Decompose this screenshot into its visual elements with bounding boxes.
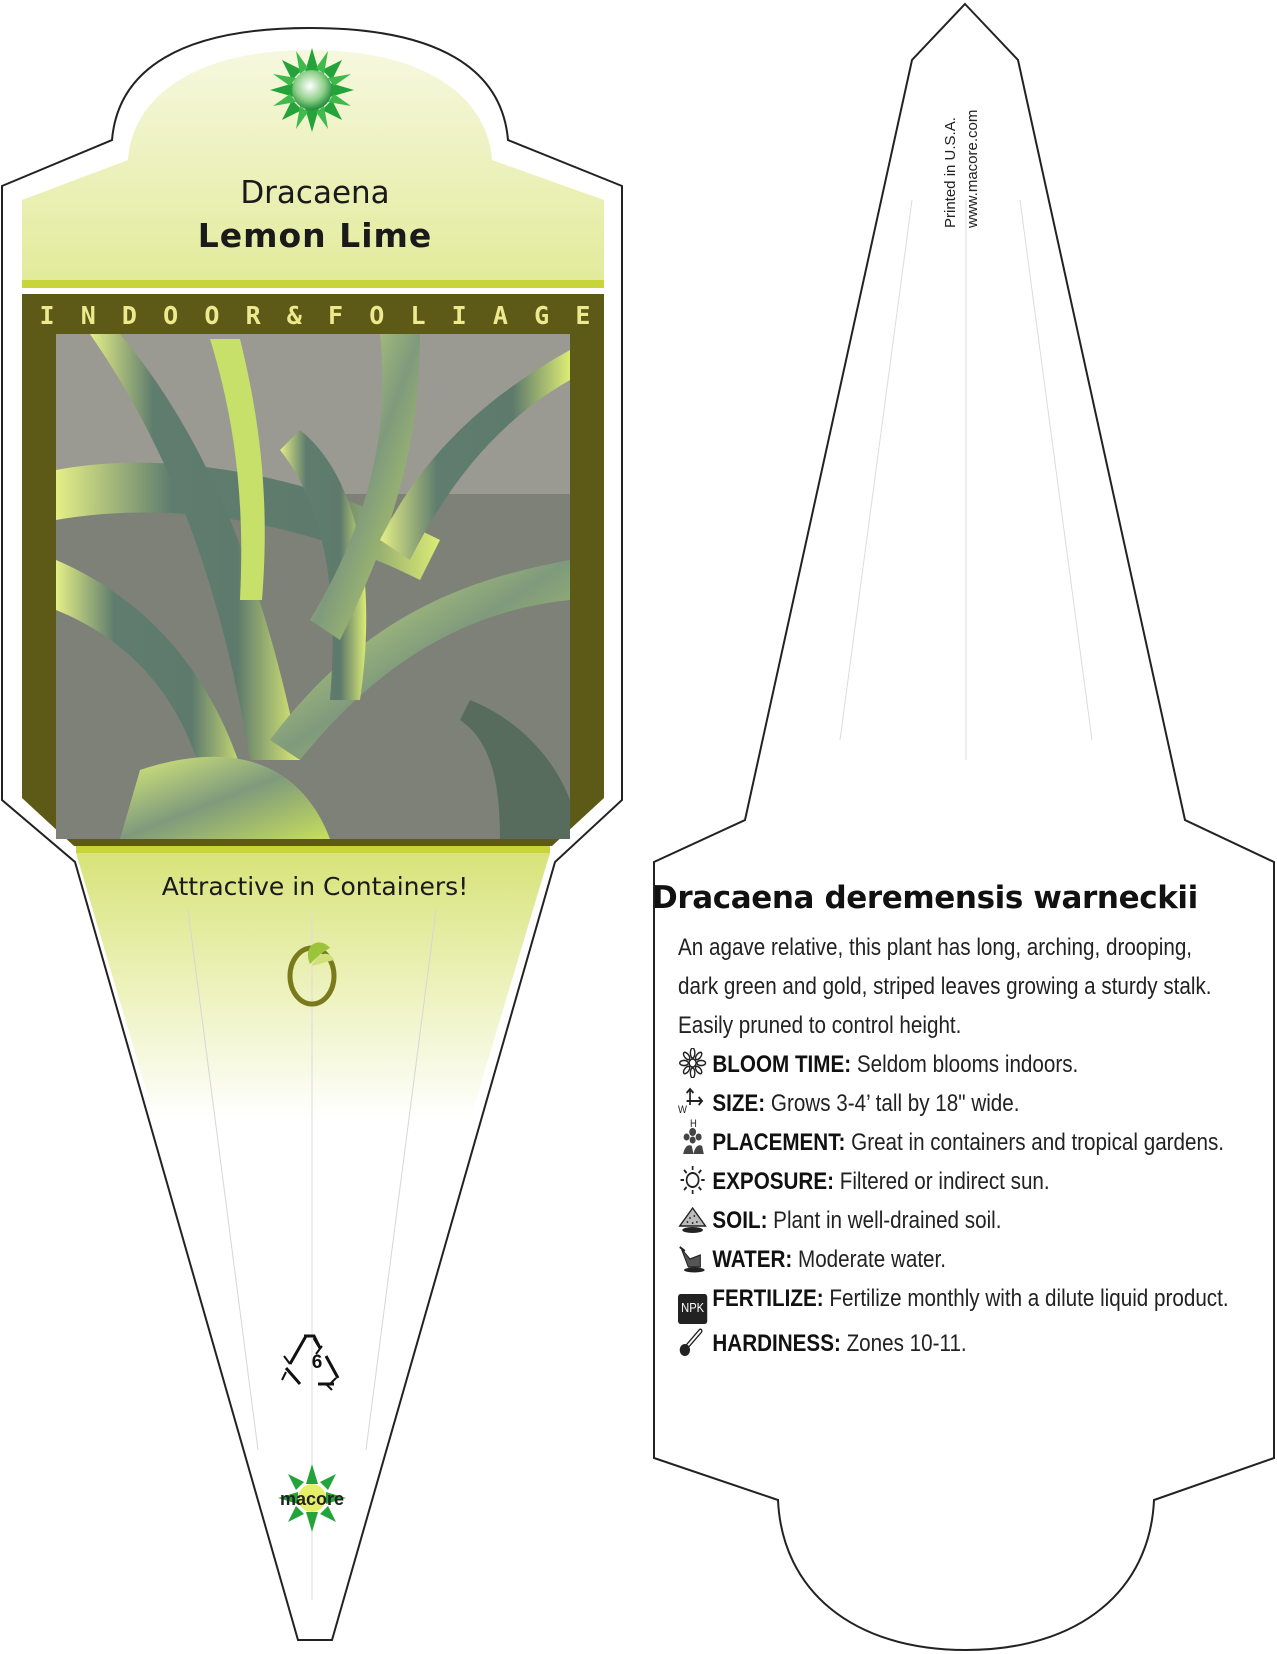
- attribute-label: HARDINESS:: [712, 1330, 841, 1357]
- attribute-row: [678, 1162, 1237, 1201]
- printed-info: [940, 48, 1000, 228]
- cultivar-title: Lemon Lime: [197, 216, 433, 255]
- back-tag: [654, 4, 1274, 1650]
- attribute-value: Fertilize monthly with a dilute liquid product.: [829, 1285, 1229, 1312]
- attribute-label: FERTILIZE:: [712, 1285, 824, 1312]
- recycle-number: 6: [311, 1352, 323, 1373]
- sunburst-logo-icon: [270, 48, 354, 132]
- attribute-value: Seldom blooms indoors.: [856, 1051, 1079, 1078]
- thermometer-icon: [678, 1327, 707, 1357]
- care-info: [678, 928, 1237, 1363]
- website-line: www.macore.com: [964, 109, 981, 228]
- front-tag: [2, 28, 622, 1640]
- attribute-row: [678, 1279, 1237, 1324]
- plant-photo: [56, 334, 570, 839]
- attribute-value: Grows 3-4’ tall by 18" wide.: [770, 1090, 1020, 1117]
- category-letter: O: [204, 300, 220, 330]
- attribute-row: [678, 1240, 1237, 1279]
- category-letter: G: [534, 300, 550, 330]
- botanical-name: Dracaena deremensis warneckii: [652, 880, 1198, 916]
- attribute-row: [678, 1123, 1237, 1162]
- category-letter: O: [163, 300, 179, 330]
- attribute-value: Plant in well-drained soil.: [773, 1207, 1002, 1234]
- category-letter: I: [39, 300, 55, 330]
- category-letter: L: [410, 300, 426, 330]
- category-letter: I: [451, 300, 467, 330]
- back-tag-outline: [654, 4, 1274, 1650]
- attribute-value: Zones 10-11.: [846, 1330, 967, 1357]
- attribute-label: EXPOSURE:: [712, 1168, 834, 1195]
- npk-icon: NPK: [678, 1294, 707, 1324]
- description: An agave relative, this plant has long, arching, drooping, dark green and gold, striped leaves growing a sturdy stalk. Easily pruned to control height.: [678, 934, 1212, 1039]
- category-letter: E: [575, 300, 591, 330]
- attribute-label: BLOOM TIME:: [712, 1051, 852, 1078]
- height-letter: H: [690, 1118, 697, 1130]
- category-letter: A: [492, 300, 508, 330]
- attribute-row: [678, 1324, 1237, 1363]
- soil-mound-icon: [678, 1204, 707, 1234]
- photo-bottom-rule: [76, 846, 550, 853]
- flower-icon: [678, 1048, 707, 1078]
- front-header-rule: [22, 280, 604, 288]
- attribute-label: PLACEMENT:: [712, 1129, 846, 1156]
- width-letter: W: [678, 1104, 687, 1116]
- genus-title: Dracaena: [240, 175, 390, 211]
- category-letter: D: [121, 300, 137, 330]
- attribute-row: [678, 1201, 1237, 1240]
- tagline: Attractive in Containers!: [161, 872, 469, 901]
- attribute-label: WATER:: [712, 1246, 793, 1273]
- brand-name: macore: [279, 1489, 345, 1509]
- category-letter: &: [286, 300, 302, 330]
- attribute-row: [678, 1045, 1237, 1084]
- watering-can-icon: [678, 1243, 707, 1273]
- attribute-label: SIZE:: [712, 1090, 766, 1117]
- category-letter: F: [328, 300, 344, 330]
- category-band: [35, 298, 595, 332]
- attribute-value: Great in containers and tropical gardens.: [851, 1129, 1225, 1156]
- category-letter: R: [245, 300, 261, 330]
- attribute-row: [678, 1084, 1237, 1130]
- attribute-label: SOIL:: [712, 1207, 768, 1234]
- attribute-value: Filtered or indirect sun.: [839, 1168, 1050, 1195]
- category-letter: O: [369, 300, 385, 330]
- category-letter: N: [80, 300, 96, 330]
- printed-line: Printed in U.S.A.: [942, 117, 959, 228]
- size-arrows-icon: [678, 1087, 707, 1130]
- attribute-value: Moderate water.: [798, 1246, 947, 1273]
- sun-icon: [678, 1165, 707, 1195]
